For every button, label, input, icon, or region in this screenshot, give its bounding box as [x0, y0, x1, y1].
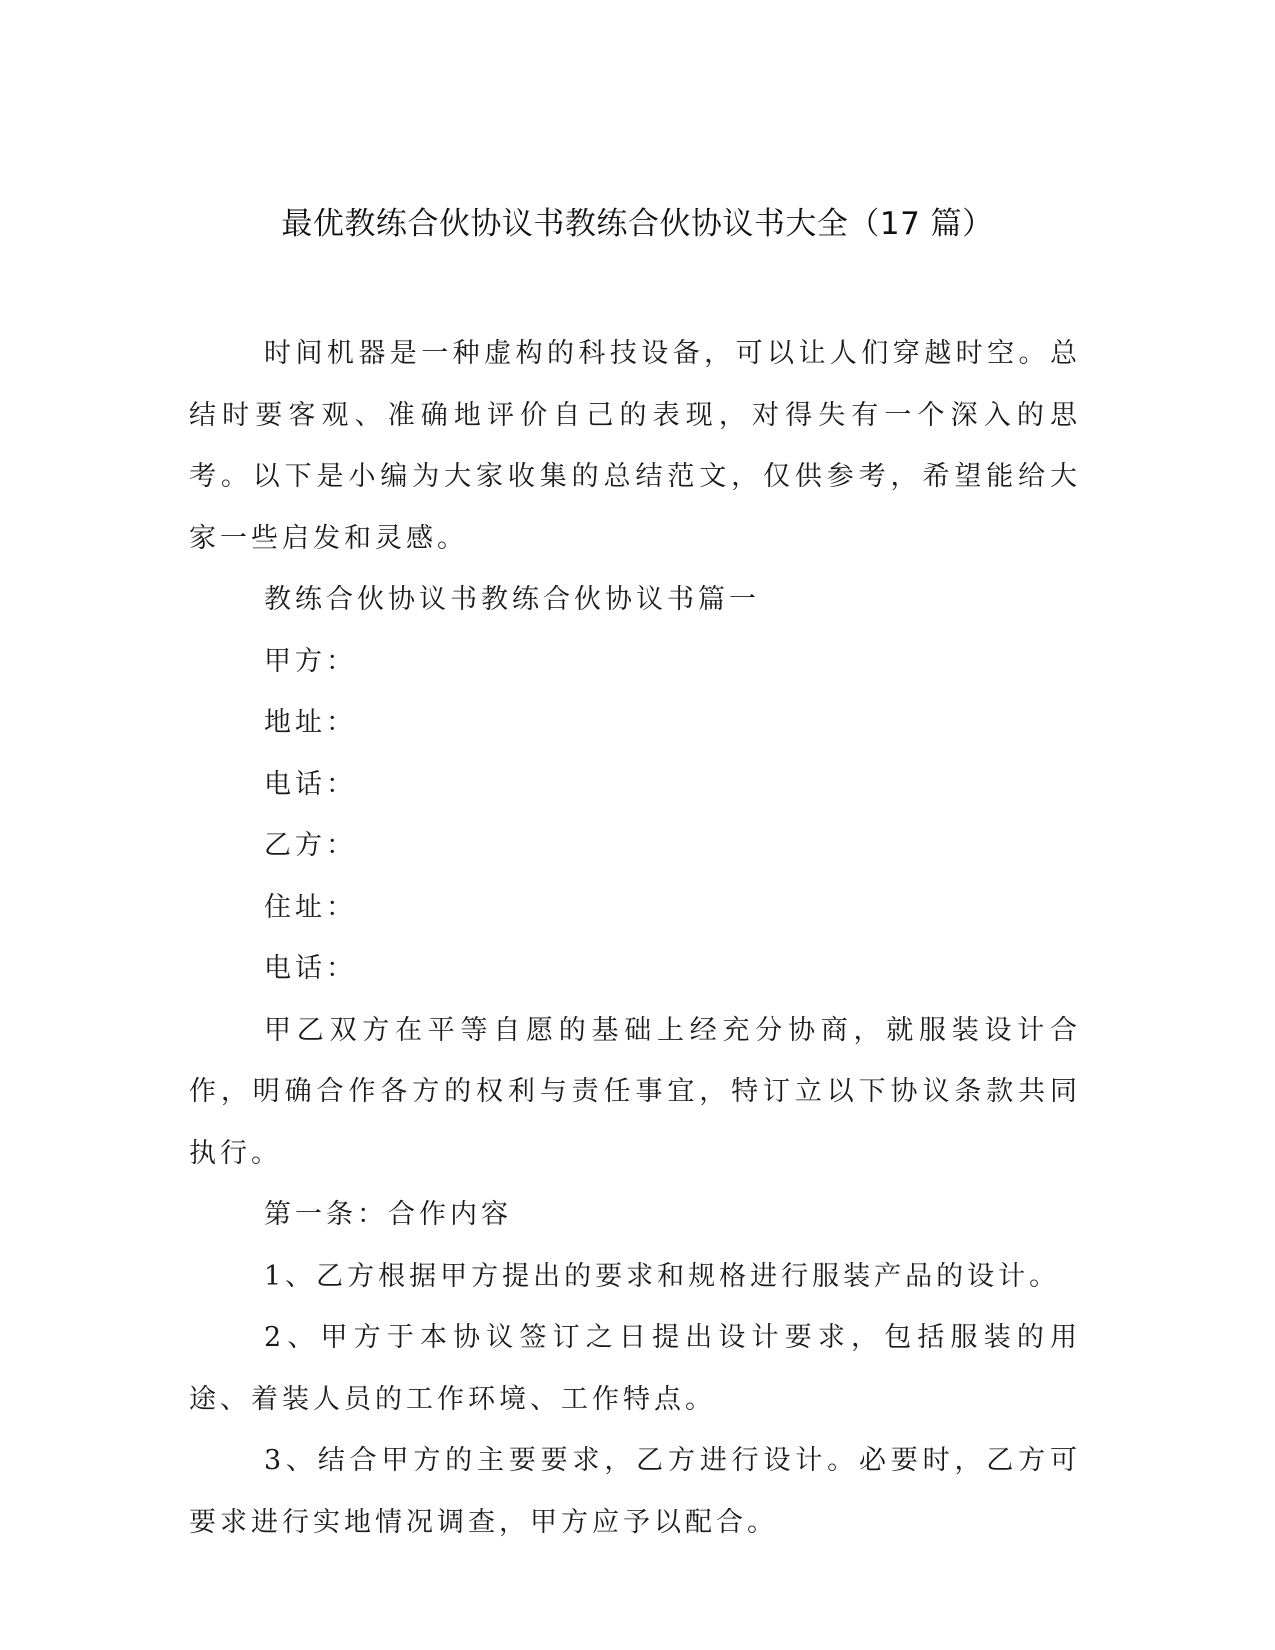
party-b-phone-label: 电话：: [264, 953, 357, 984]
clause-item-3: 3、结合甲方的主要要求，乙方进行设计。必要时，乙方可要求进行实地情况调查，甲方应予以配合。: [189, 1445, 1081, 1538]
clause-item-1: 1、乙方根据甲方提出的要求和规格进行服装产品的设计。: [264, 1260, 1061, 1292]
party-b-address-label: 住址：: [264, 891, 357, 923]
article-one-heading: 第一条：合作内容: [264, 1199, 512, 1230]
party-b-label: 乙方：: [264, 830, 357, 861]
party-a-phone-label: 电话：: [264, 768, 357, 800]
agreement-preamble: 甲乙双方在平等自愿的基础上经充分协商，就服装设计合作，明确合作各方的权利与责任事宜，特订立以下协议条款共同执行。: [189, 1014, 1081, 1169]
party-a-label: 甲方：: [264, 645, 357, 677]
clause-item-2: 2、甲方于本协议签订之日提出设计要求，包括服装的用途、着装人员的工作环境、工作特点。: [189, 1322, 1081, 1415]
party-a-address-label: 地址：: [264, 707, 357, 738]
document-body: [189, 323, 1081, 1553]
section-heading: 教练合伙协议书教练合伙协议书篇一: [264, 584, 760, 615]
intro-paragraph: 时间机器是一种虚构的科技设备，可以让人们穿越时空。总结时要客观、准确地评价自己的表现，对得失有一个深入的思考。以下是小编为大家收集的总结范文，仅供参考，希望能给大家一些启发和灵感。: [189, 338, 1081, 554]
document-title: 最优教练合伙协议书教练合伙协议书大全（17 篇）: [281, 206, 994, 242]
